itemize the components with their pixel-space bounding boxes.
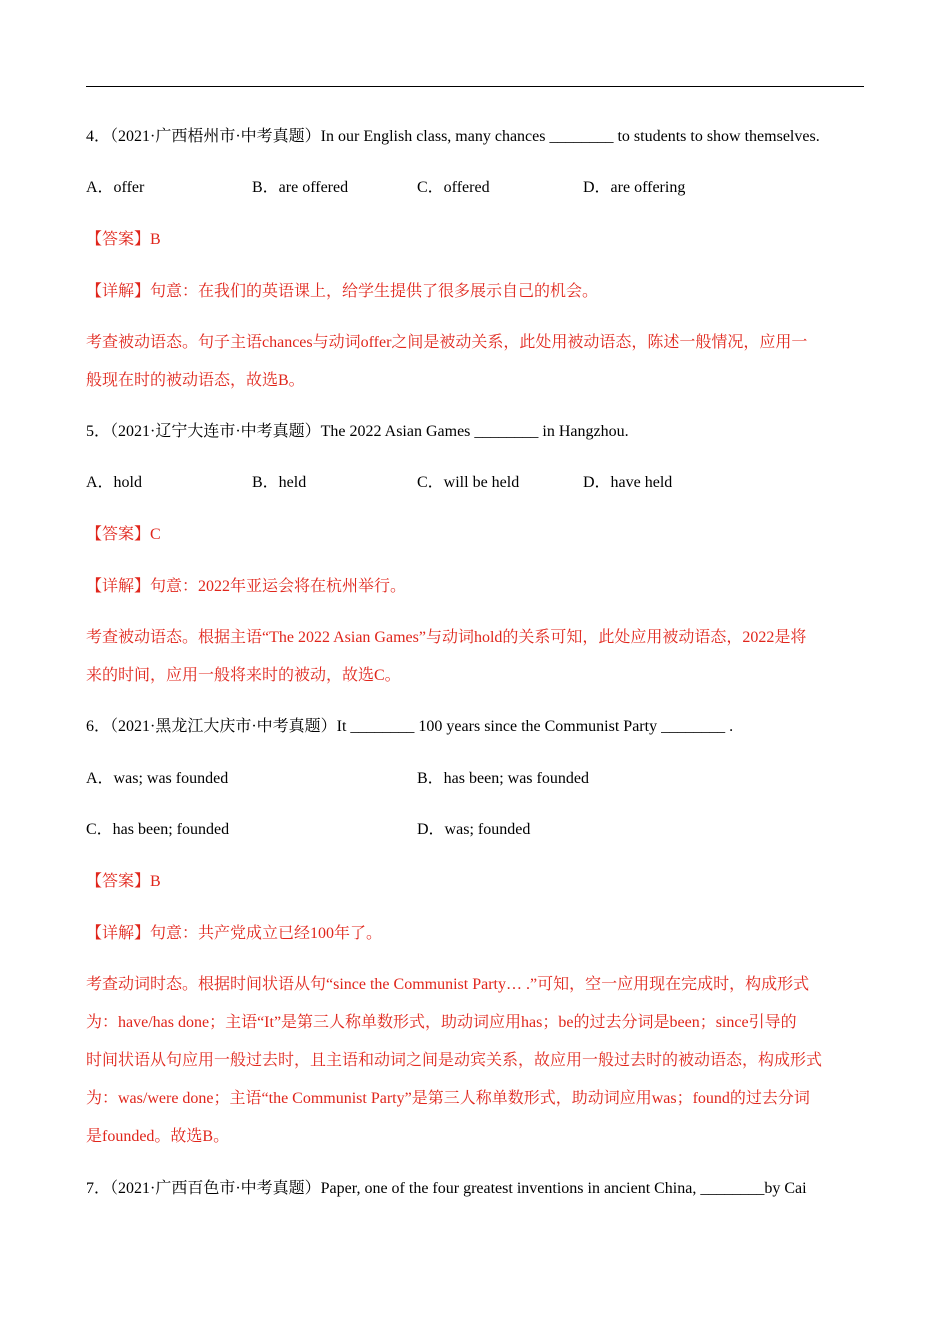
question-5-stem: 5．（2021·辽宁大连市·中考真题）The 2022 Asian Games ________ in Hangzhou. (86, 423, 629, 440)
question-6-option-d: D．was; founded (417, 821, 531, 838)
question-4-analysis-line-2: 般现在时的被动语态，故选B。 (86, 372, 305, 389)
question-6-analysis-line-5: 是founded。故选B。 (86, 1128, 230, 1145)
question-5-answer: 【答案】C (86, 526, 161, 543)
question-5-detail: 【详解】句意：2022年亚运会将在杭州举行。 (86, 578, 407, 595)
question-4-option-c: C．offered (417, 179, 490, 196)
question-4-answer: 【答案】B (86, 231, 161, 248)
question-4-stem: 4．（2021·广西梧州市·中考真题）In our English class, many chances ________ to students to show themselves. (86, 128, 820, 145)
question-6-option-b: B．has been; was founded (417, 770, 589, 787)
header-rule (86, 86, 864, 87)
question-5-option-d: D．have held (583, 474, 673, 491)
question-6-analysis-line-3: 时间状语从句应用一般过去时，且主语和动词之间是动宾关系，故应用一般过去时的被动语态，构成形式 (86, 1052, 823, 1069)
question-6-analysis-line-2: 为：have/has done；主语“It”是第三人称单数形式，助动词应用has；be的过去分词是been；since引导的 (86, 1014, 797, 1031)
question-4-detail: 【详解】句意：在我们的英语课上，给学生提供了很多展示自己的机会。 (86, 283, 599, 300)
question-6-analysis-line-1: 考查动词时态。根据时间状语从句“since the Communist Party… .”可知，空一应用现在完成时，构成形式 (86, 976, 810, 993)
question-6-answer: 【答案】B (86, 873, 161, 890)
question-6-stem: 6．（2021·黑龙江大庆市·中考真题）It ________ 100 years since the Communist Party ________ . (86, 718, 734, 735)
question-6-analysis-line-4: 为：was/were done；主语“the Communist Party”是第三人称单数形式，助动词应用was；found的过去分词 (86, 1090, 810, 1107)
question-4-option-a: A．offer (86, 179, 145, 196)
question-4-option-b: B．are offered (252, 179, 349, 196)
question-5-option-c: C．will be held (417, 474, 520, 491)
question-4-option-d: D．are offering (583, 179, 686, 196)
question-6-option-a: A．was; was founded (86, 770, 229, 787)
question-5-option-b: B．held (252, 474, 307, 491)
question-7-stem: 7．（2021·广西百色市·中考真题）Paper, one of the four greatest inventions in ancient China, ________by Cai (86, 1180, 807, 1197)
question-4-analysis-line-1: 考查被动语态。句子主语chances与动词offer之间是被动关系，此处用被动语态，陈述一般情况，应用一 (86, 334, 808, 351)
question-5-analysis-line-1: 考查被动语态。根据主语“The 2022 Asian Games”与动词hold的关系可知，此处应用被动语态，2022是将 (86, 629, 807, 646)
question-5-analysis-line-2: 来的时间，应用一般将来时的被动，故选C。 (86, 667, 401, 684)
question-6-option-c: C．has been; founded (86, 821, 230, 838)
question-5-option-a: A．hold (86, 474, 143, 491)
question-6-detail: 【详解】句意：共产党成立已经100年了。 (86, 925, 383, 942)
